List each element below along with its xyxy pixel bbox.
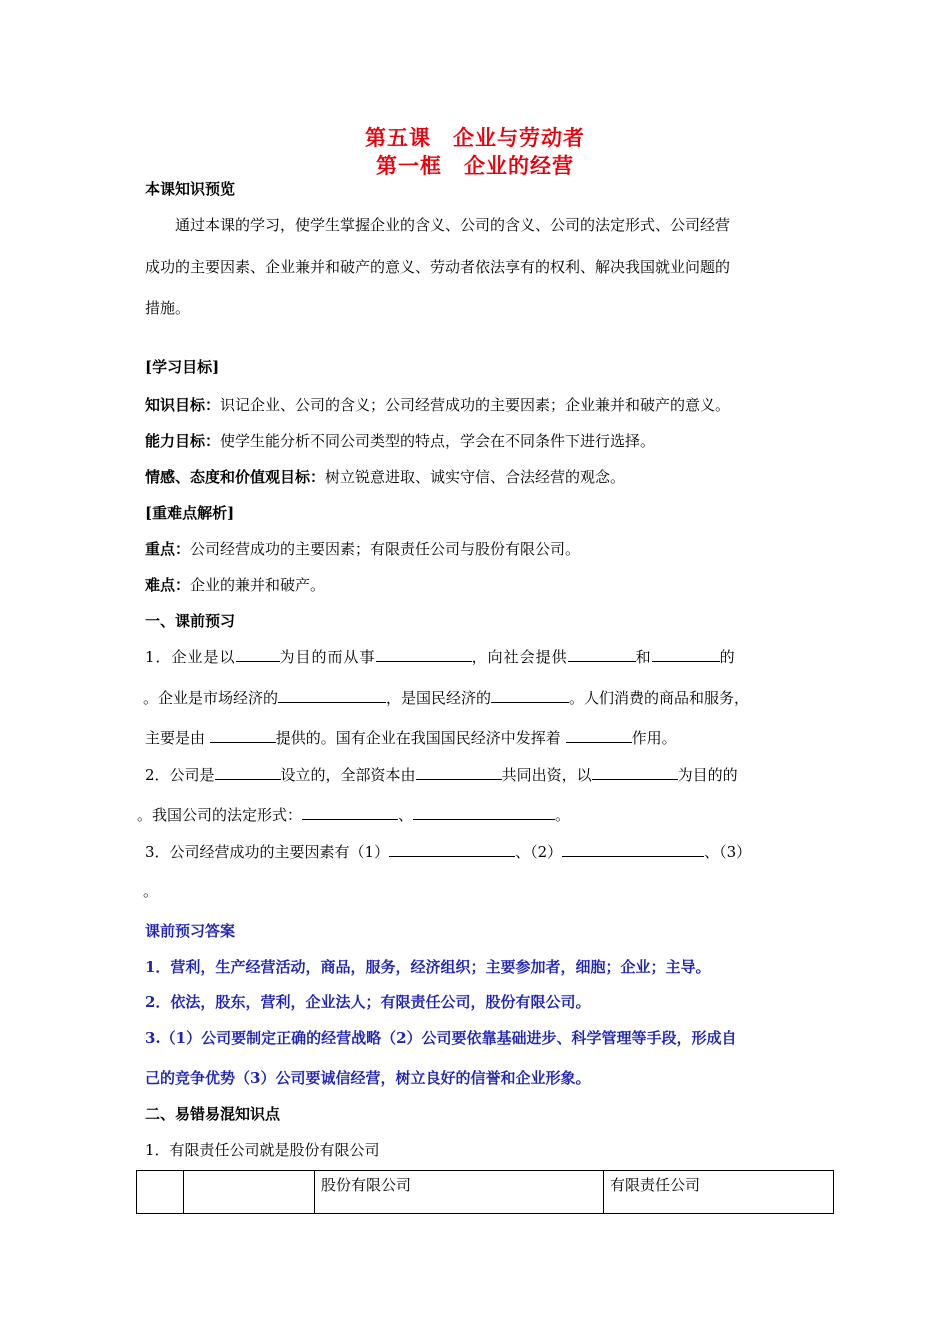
emotion-goal — [145, 466, 625, 487]
preview-heading: 本课知识预览 — [145, 180, 236, 198]
question-text: 为目的的 — [677, 766, 738, 784]
question-text: 提供的。国有企业在我国国民经济中发挥着 — [275, 729, 561, 747]
question-text: 为目的而从事 — [279, 648, 376, 666]
table-row — [137, 1171, 834, 1214]
question-text: 、（3） — [704, 843, 752, 861]
question-1-line-3 — [145, 727, 677, 748]
key-point-label: 重点： — [145, 540, 191, 558]
question-text: 。我国公司的法定形式： — [137, 806, 303, 824]
fill-blank[interactable] — [302, 805, 398, 820]
question-text: 和 — [635, 648, 652, 666]
knowledge-goal-label: 知识目标： — [145, 396, 221, 414]
fill-blank[interactable] — [278, 688, 386, 703]
question-text: 共同出资，以 — [501, 766, 592, 784]
preview-paragraph-line-2: 成功的主要因素、企业兼并和破产的意义、劳动者依法享有的权利、解决我国就业问题的 — [145, 258, 731, 276]
goals-heading: [学习目标] — [145, 358, 220, 376]
fill-blank[interactable] — [491, 688, 569, 703]
fill-blank[interactable] — [389, 842, 515, 857]
ability-goal-text: 使学生能分析不同公司类型的特点，学会在不同条件下进行选择。 — [220, 432, 656, 450]
fill-blank[interactable] — [376, 647, 472, 662]
question-1-line-2 — [143, 687, 749, 708]
question-2-line-2 — [137, 804, 570, 825]
key-point — [145, 538, 580, 559]
keypoints-heading: [重难点解析] — [145, 504, 235, 522]
fill-blank[interactable] — [562, 842, 704, 857]
preview-paragraph-line-3: 措施。 — [145, 299, 191, 317]
knowledge-goal-text: 识记企业、公司的含义；公司经营成功的主要因素；企业兼并和破产的意义。 — [220, 396, 731, 414]
comparison-table — [136, 1170, 834, 1214]
question-text: 1．企业是以 — [145, 648, 236, 666]
question-2-line-1 — [145, 764, 738, 785]
emotion-goal-label: 情感、态度和价值观目标： — [145, 468, 326, 486]
question-text: 3．公司经营成功的主要因素有（1） — [145, 843, 390, 861]
hard-point — [145, 574, 325, 595]
question-text: 2．公司是 — [145, 766, 215, 784]
question-text: ，是国民经济的 — [386, 689, 492, 707]
question-text: 、 — [398, 806, 414, 824]
ability-goal — [145, 430, 655, 451]
question-text: 。企业是市场经济的 — [143, 689, 279, 707]
preview-paragraph-line-1: 通过本课的学习，使学生掌握企业的含义、公司的含义、公司的法定形式、公司经营 — [175, 216, 731, 234]
question-text: 、（2） — [515, 843, 563, 861]
question-text: ，向社会提供 — [471, 648, 568, 666]
key-point-text: 公司经营成功的主要因素；有限责任公司与股份有限公司。 — [190, 540, 581, 558]
answer-2: 2．依法，股东，营利，企业法人；有限责任公司，股份有限公司。 — [145, 993, 591, 1011]
question-text: 设立的，全部资本由 — [280, 766, 416, 784]
question-text: 作用。 — [631, 729, 677, 747]
answer-1: 1．营利，生产经营活动，商品，服务，经济组织；主要参加者，细胞；企业；主导。 — [145, 958, 711, 976]
answer-3-line-1: 3.（1）公司要制定正确的经营战略（2）公司要依靠基础进步、科学管理等手段，形成自 — [145, 1029, 737, 1047]
fill-blank[interactable] — [592, 765, 678, 780]
answer-3-line-2: 己的竞争优势（3）公司要诚信经营，树立良好的信誉和企业形象。 — [145, 1069, 591, 1087]
fill-blank[interactable] — [566, 728, 632, 743]
fill-blank[interactable] — [210, 728, 276, 743]
fill-blank[interactable] — [568, 647, 636, 662]
table-header-joint-stock: 股份有限公司 — [315, 1171, 604, 1214]
fill-blank[interactable] — [413, 805, 555, 820]
hard-point-text: 企业的兼并和破产。 — [190, 576, 326, 594]
section-title: 第一框 企业的经营 — [376, 153, 574, 178]
hard-point-label: 难点： — [145, 576, 191, 594]
table-cell — [137, 1171, 184, 1214]
lesson-title: 第五课 企业与劳动者 — [365, 125, 585, 150]
ability-goal-label: 能力目标： — [145, 432, 221, 450]
question-text: 。 — [555, 806, 571, 824]
table-cell — [184, 1171, 315, 1214]
answers-heading: 课前预习答案 — [145, 922, 236, 940]
fill-blank[interactable] — [236, 647, 280, 662]
confusion-item-1: 1．有限责任公司就是股份有限公司 — [145, 1141, 380, 1159]
confusion-heading: 二、易错易混知识点 — [145, 1105, 281, 1123]
question-1-line-1 — [145, 646, 736, 667]
preclass-heading: 一、课前预习 — [145, 612, 236, 630]
question-text: 。人们消费的商品和服务， — [569, 689, 750, 707]
knowledge-goal — [145, 394, 730, 415]
fill-blank[interactable] — [215, 765, 281, 780]
fill-blank[interactable] — [416, 765, 502, 780]
table-header-limited-liability: 有限责任公司 — [604, 1171, 834, 1214]
fill-blank[interactable] — [652, 647, 720, 662]
question-text: 主要是由 — [145, 729, 206, 747]
emotion-goal-text: 树立锐意进取、诚实守信、合法经营的观念。 — [325, 468, 626, 486]
question-3-line-1 — [145, 841, 751, 862]
question-3-line-2: 。 — [143, 882, 159, 900]
question-text: 的 — [719, 648, 736, 666]
